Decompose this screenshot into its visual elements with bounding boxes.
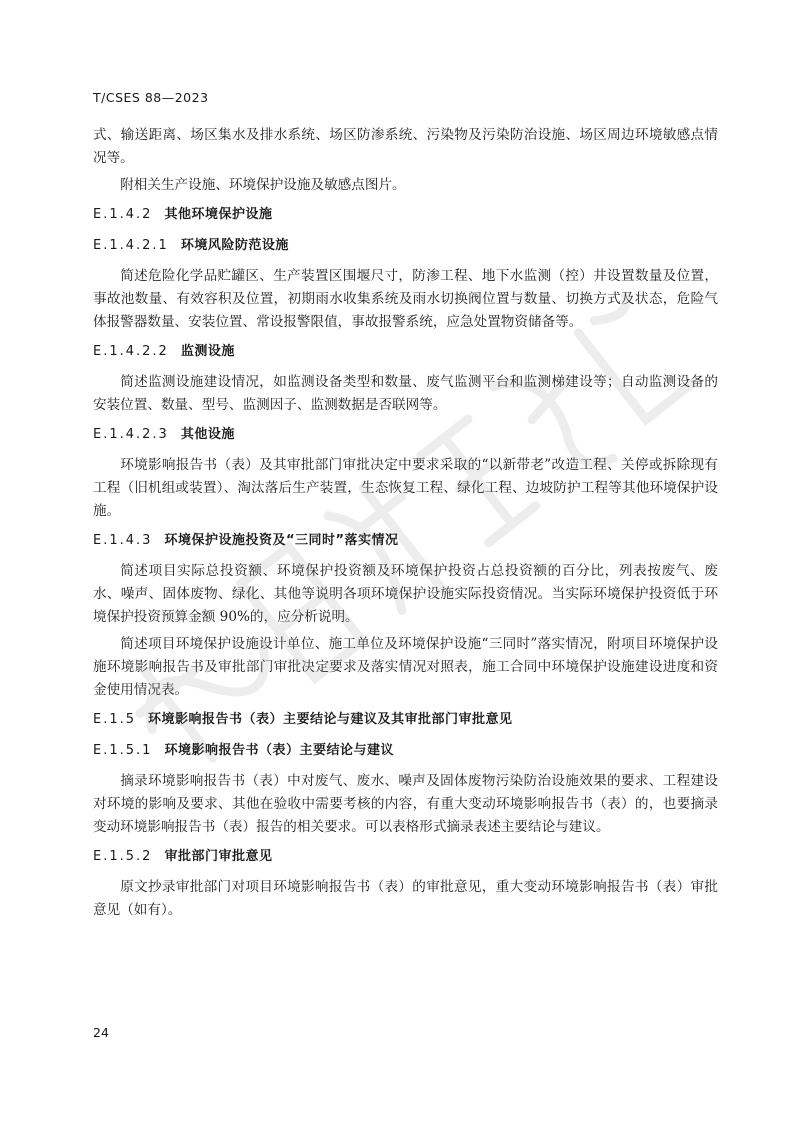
section-heading — [93, 845, 718, 868]
section-number: E.1.4.2.3 — [93, 427, 169, 442]
body-paragraph: 简述项目环境保护设施设计单位、施工单位及环境保护设施“三同时”落实情况，附项目环境保护设施环境影响报告书及审批部门审批决定要求及落实情况对照表，施工合同中环境保护设施建设进度和资金使用情况表。 — [93, 636, 718, 698]
body-paragraph: 简述项目实际总投资额、环境保护投资额及环境保护投资占总投资额的百分比，列表按废气、废水、噪声、固体废物、绿化、其他等说明各项环境保护设施实际投资情况。当实际环境保护投资低于环境保护投资预算金额 90%的，应分析说明。 — [93, 563, 718, 625]
body-paragraph: 摘录环境影响报告书（表）中对废气、废水、噪声及固体废物污染防治设施效果的要求、工程建设对环境的影响及要求、其他在验收中需要考核的内容，有重大变动环境影响报告书（表）的，也要摘录变动环境影响报告书（表）报告的相关要求。可以表格形式摘录表述主要结论与建议。 — [93, 773, 718, 835]
section-number: E.1.4.2.1 — [93, 238, 169, 253]
body-paragraph: 附相关生产设施、环境保护设施及敏感点图片。 — [120, 177, 406, 193]
body-paragraph: 简述监测设施建设情况，如监测设备类型和数量、废气监测平台和监测梯建设等；自动监测设备的安装位置、数量、型号、监测因子、监测数据是否联网等。 — [93, 374, 718, 413]
section-number: E.1.4.3 — [93, 533, 153, 548]
section-heading — [93, 203, 718, 226]
section-number: E.1.5.2 — [93, 849, 153, 864]
section-heading — [93, 234, 718, 257]
section-heading — [93, 708, 718, 731]
document-body — [93, 124, 718, 926]
section-number: E.1.5 — [93, 712, 137, 727]
section-title: 审批部门审批意见 — [164, 849, 273, 864]
body-paragraph: 原文抄录审批部门对项目环境影响报告书（表）的审批意见，重大变动环境影响报告书（表）审批意见（如有）。 — [93, 879, 718, 918]
section-title: 环境影响报告书（表）主要结论与建议 — [164, 743, 394, 758]
section-title: 其他设施 — [180, 427, 235, 442]
section-number: E.1.5.1 — [93, 743, 153, 758]
section-heading — [93, 423, 718, 446]
body-paragraph: 环境影响报告书（表）及其审批部门审批决定中要求采取的“以新带老”改造工程、关停或拆除现有工程（旧机组或装置）、淘汰落后生产装置，生态恢复工程、绿化工程、边坡防护工程等其他环境保护设施。 — [93, 457, 718, 519]
section-heading — [93, 529, 718, 552]
section-title: 监测设施 — [180, 344, 235, 359]
section-title: 环境保护设施投资及“三同时”落实情况 — [164, 533, 399, 548]
section-title: 其他环境保护设施 — [164, 207, 273, 222]
standard-code-header: T/CSES 88—2023 — [93, 90, 209, 105]
body-paragraph: 简述危险化学品贮罐区、生产装置区围堰尺寸，防渗工程、地下水监测（控）井设置数量及位置，事故池数量、有效容积及位置，初期雨水收集系统及雨水切换阀位置与数量、切换方式及状态，危险气体报警器数量、安装位置、常设报警限值，事故报警系统，应急处置物资储备等。 — [93, 268, 718, 330]
body-paragraph: 式、输送距离、场区集水及排水系统、场区防渗系统、污染物及污染防治设施、场区周边环境敏感点情况等。 — [93, 127, 718, 166]
section-heading — [93, 739, 718, 762]
section-number: E.1.4.2 — [93, 207, 153, 222]
section-title: 环境影响报告书（表）主要结论与建议及其审批部门审批意见 — [148, 712, 513, 727]
section-heading — [93, 340, 718, 363]
section-title: 环境风险防范设施 — [180, 238, 289, 253]
page-number: 24 — [93, 1025, 109, 1040]
section-number: E.1.4.2.2 — [93, 344, 169, 359]
